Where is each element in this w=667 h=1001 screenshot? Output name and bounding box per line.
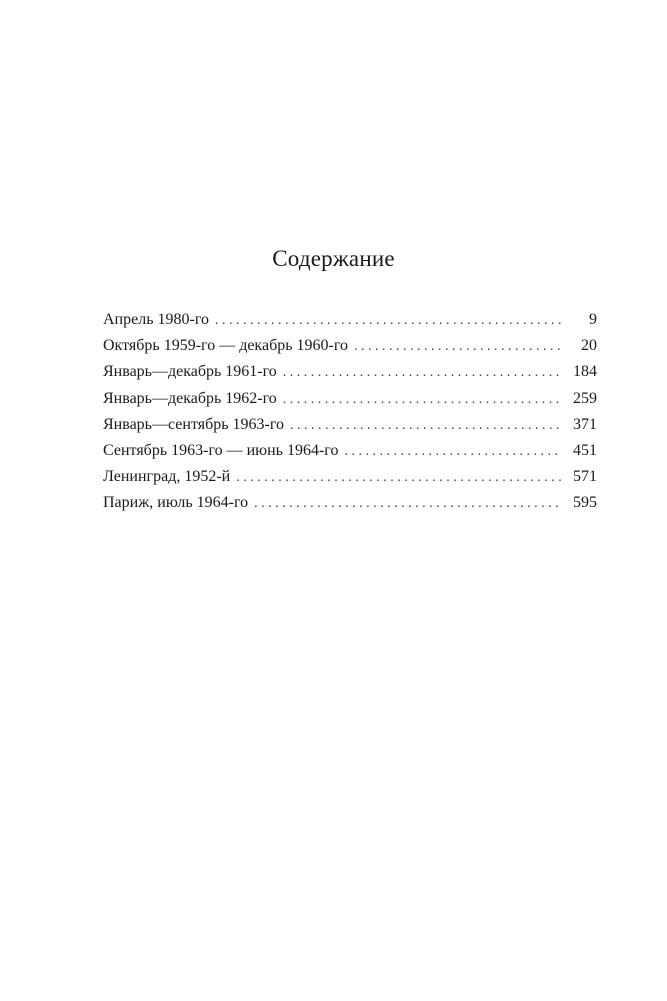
toc-entry-title: Январь—декабрь 1962-го bbox=[103, 389, 277, 407]
toc-page-number: 371 bbox=[573, 415, 597, 433]
toc-entry-title: Январь—сентябрь 1963-го bbox=[103, 415, 285, 433]
toc-entry bbox=[103, 362, 597, 388]
toc-entry bbox=[103, 441, 597, 467]
dot-leader bbox=[290, 416, 561, 436]
dot-leader bbox=[283, 363, 561, 383]
toc-page-number: 9 bbox=[589, 311, 597, 328]
toc-entry-title: Сентябрь 1963-го — июнь 1964-го bbox=[103, 441, 339, 459]
dot-leader bbox=[236, 468, 561, 488]
toc-entry bbox=[103, 336, 597, 362]
toc-list bbox=[103, 310, 597, 520]
toc-entry-title: Апрель 1980-го bbox=[103, 311, 209, 328]
dot-leader bbox=[215, 311, 561, 331]
toc-entry-title: Париж, июль 1964-го bbox=[103, 494, 249, 512]
toc-entry-title: Январь—декабрь 1961-го bbox=[103, 363, 277, 381]
toc-entry-title: Октябрь 1959-го — декабрь 1960-го bbox=[103, 337, 348, 355]
dot-leader bbox=[354, 337, 561, 357]
toc-entry-title: Ленинград, 1952-й bbox=[103, 468, 231, 486]
dot-leader bbox=[254, 494, 561, 514]
toc-heading: Содержание bbox=[272, 246, 395, 271]
toc-page-number: 184 bbox=[573, 363, 597, 381]
toc-page-number: 451 bbox=[573, 441, 597, 459]
toc-page-number: 595 bbox=[573, 494, 597, 512]
dot-leader bbox=[283, 390, 561, 410]
toc-entry bbox=[103, 389, 597, 415]
toc-entry bbox=[103, 415, 597, 441]
toc-entry bbox=[103, 493, 597, 519]
toc-page-number: 20 bbox=[581, 337, 597, 355]
toc-entry bbox=[103, 467, 597, 493]
dot-leader bbox=[344, 442, 561, 462]
toc-page-number: 259 bbox=[573, 389, 597, 407]
toc-page-number: 571 bbox=[573, 468, 597, 486]
toc-entry bbox=[103, 310, 597, 336]
